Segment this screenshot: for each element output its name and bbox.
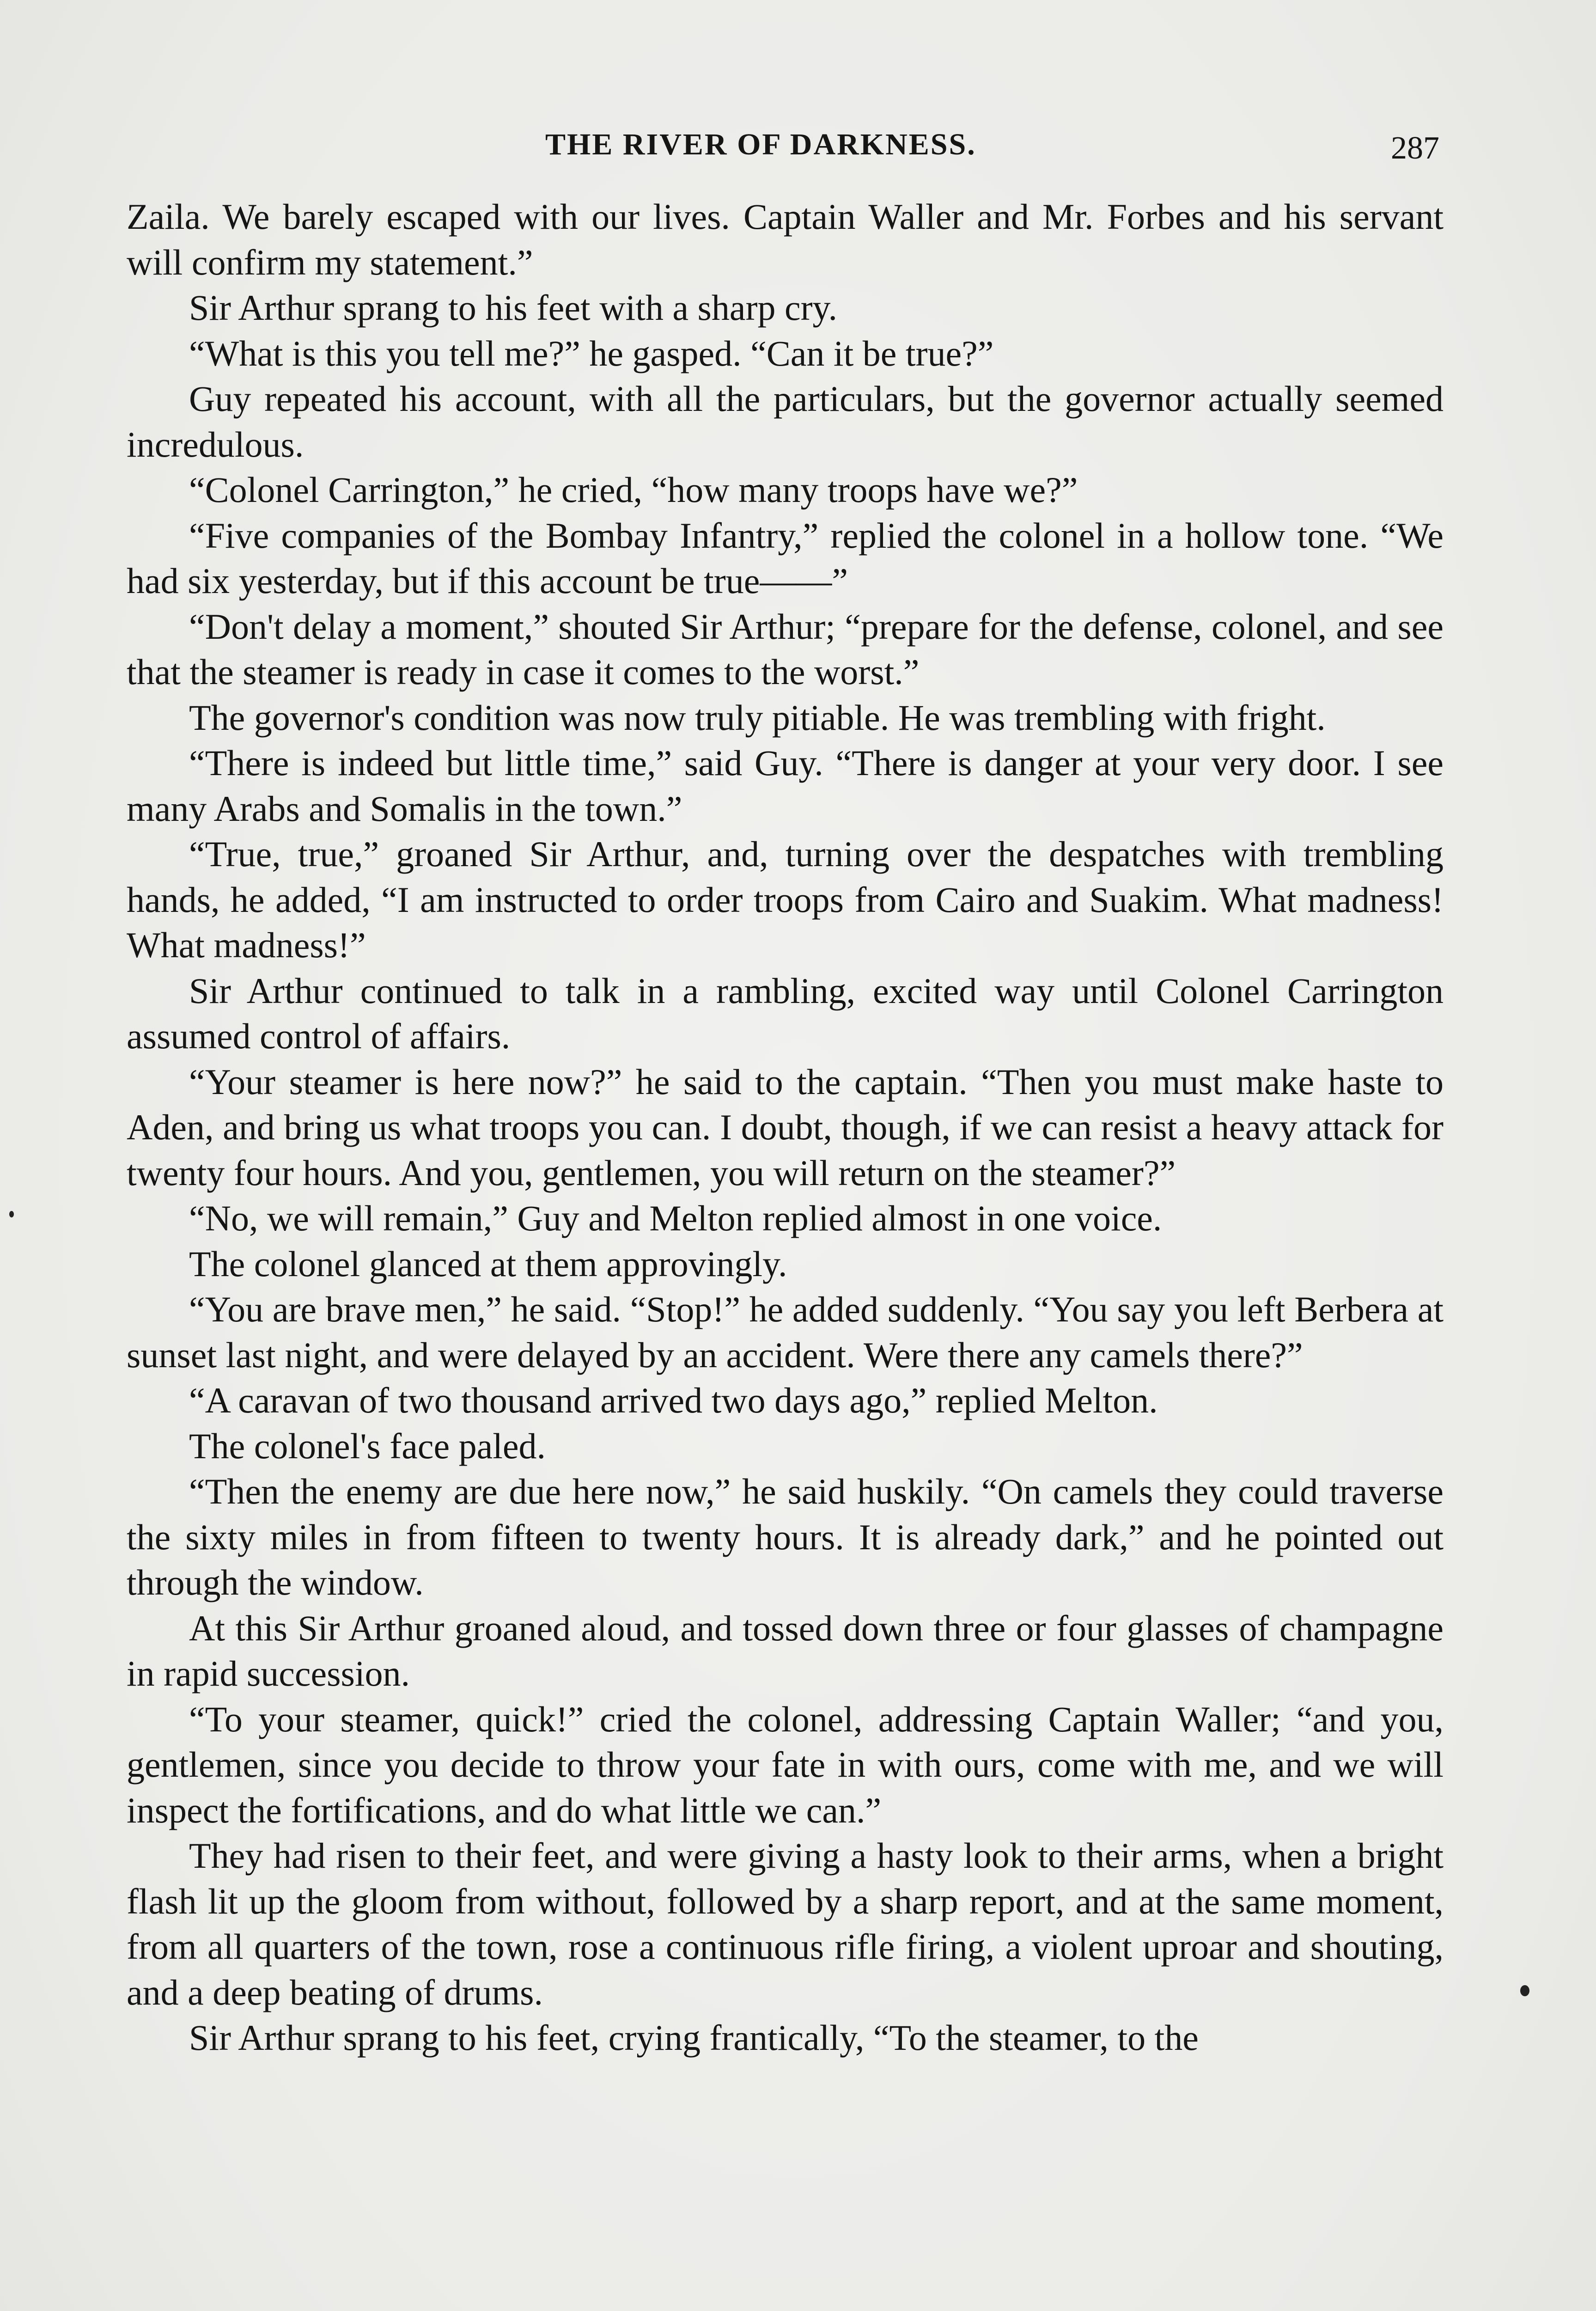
paragraph-14: The colonel glanced at them approvingly.	[189, 1243, 787, 1284]
body-text	[127, 194, 1444, 2061]
paragraph-21: They had risen to their feet, and were giving a hasty look to their arms, when a bright flash lit up the gloom from without, followed by a sharp report, and at the same moment, from all quarters of the town, rose a continuous rifle firing, a violent uproar and shouting, and a deep beating of drums.	[127, 1835, 1444, 2012]
paragraph-4: Guy repeated his account, with all the particulars, but the governor actually seemed incredulous.	[127, 379, 1444, 465]
paragraph-22: Sir Arthur sprang to his feet, crying frantically, “To the steamer, to the	[189, 2018, 1199, 2058]
paragraph-20: “To your steamer, quick!” cried the colonel, addressing Captain Waller; “and you, gentlemen, since you decide to throw your fate in with ours, come with me, and we will inspect the fortifications, and do what little we can.”	[127, 1699, 1444, 1830]
paragraph-5: “Colonel Carrington,” he cried, “how many troops have we?”	[189, 470, 1078, 510]
paragraph-18: “Then the enemy are due here now,” he said huskily. “On camels they could traverse the sixty miles in from fifteen to twenty hours. It is already dark,” and he pointed out through the window.	[127, 1471, 1444, 1602]
paragraph-16: “A caravan of two thousand arrived two days ago,” replied Melton.	[189, 1380, 1158, 1420]
running-title: THE RIVER OF DARKNESS.	[545, 128, 976, 161]
paragraph-10: “True, true,” groaned Sir Arthur, and, turning over the despatches with trembling hands, he added, “I am instructed to order troops from Cairo and Suakim. What madness! What madness!”	[127, 834, 1444, 965]
page-number: 287	[1391, 130, 1439, 166]
paragraph-3: “What is this you tell me?” he gasped. “Can it be true?”	[189, 333, 994, 373]
paragraph-11: Sir Arthur continued to talk in a rambling, excited way until Colonel Carrington assumed control of affairs.	[127, 970, 1444, 1056]
paragraph-1: Zaila. We barely escaped with our lives. Captain Waller and Mr. Forbes and his servant will confirm my statement.”	[127, 196, 1444, 282]
ink-speck-right	[1520, 1985, 1529, 1996]
paragraph-2: Sir Arthur sprang to his feet with a sharp cry.	[189, 287, 837, 328]
paragraph-17: The colonel's face paled.	[189, 1425, 546, 1466]
paragraph-13: “No, we will remain,” Guy and Melton replied almost in one voice.	[189, 1198, 1162, 1238]
paragraph-8: The governor's condition was now truly pitiable. He was trembling with fright.	[189, 697, 1326, 738]
ink-speck-left	[9, 1211, 14, 1217]
paragraph-12: “Your steamer is here now?” he said to the captain. “Then you must make haste to Aden, and bring us what troops you can. I doubt, though, if we can resist a heavy attack for twenty four hours. And you, gentlemen, you will return on the steamer?”	[127, 1061, 1444, 1193]
paragraph-19: At this Sir Arthur groaned aloud, and tossed down three or four glasses of champagne in rapid succession.	[127, 1608, 1444, 1694]
paragraph-6: “Five companies of the Bombay Infantry,” replied the colonel in a hollow tone. “We had six yesterday, but if this account be true——”	[127, 515, 1444, 601]
running-head	[0, 124, 1596, 165]
paragraph-15: “You are brave men,” he said. “Stop!” he added suddenly. “You say you left Berbera at sunset last night, and were delayed by an accident. Were there any camels there?”	[127, 1289, 1444, 1375]
paragraph-9: “There is indeed but little time,” said Guy. “There is danger at your very door. I see many Arabs and Somalis in the town.”	[127, 743, 1444, 829]
paragraph-7: “Don't delay a moment,” shouted Sir Arthur; “prepare for the defense, colonel, and see that the steamer is ready in case it comes to the worst.”	[127, 606, 1444, 692]
